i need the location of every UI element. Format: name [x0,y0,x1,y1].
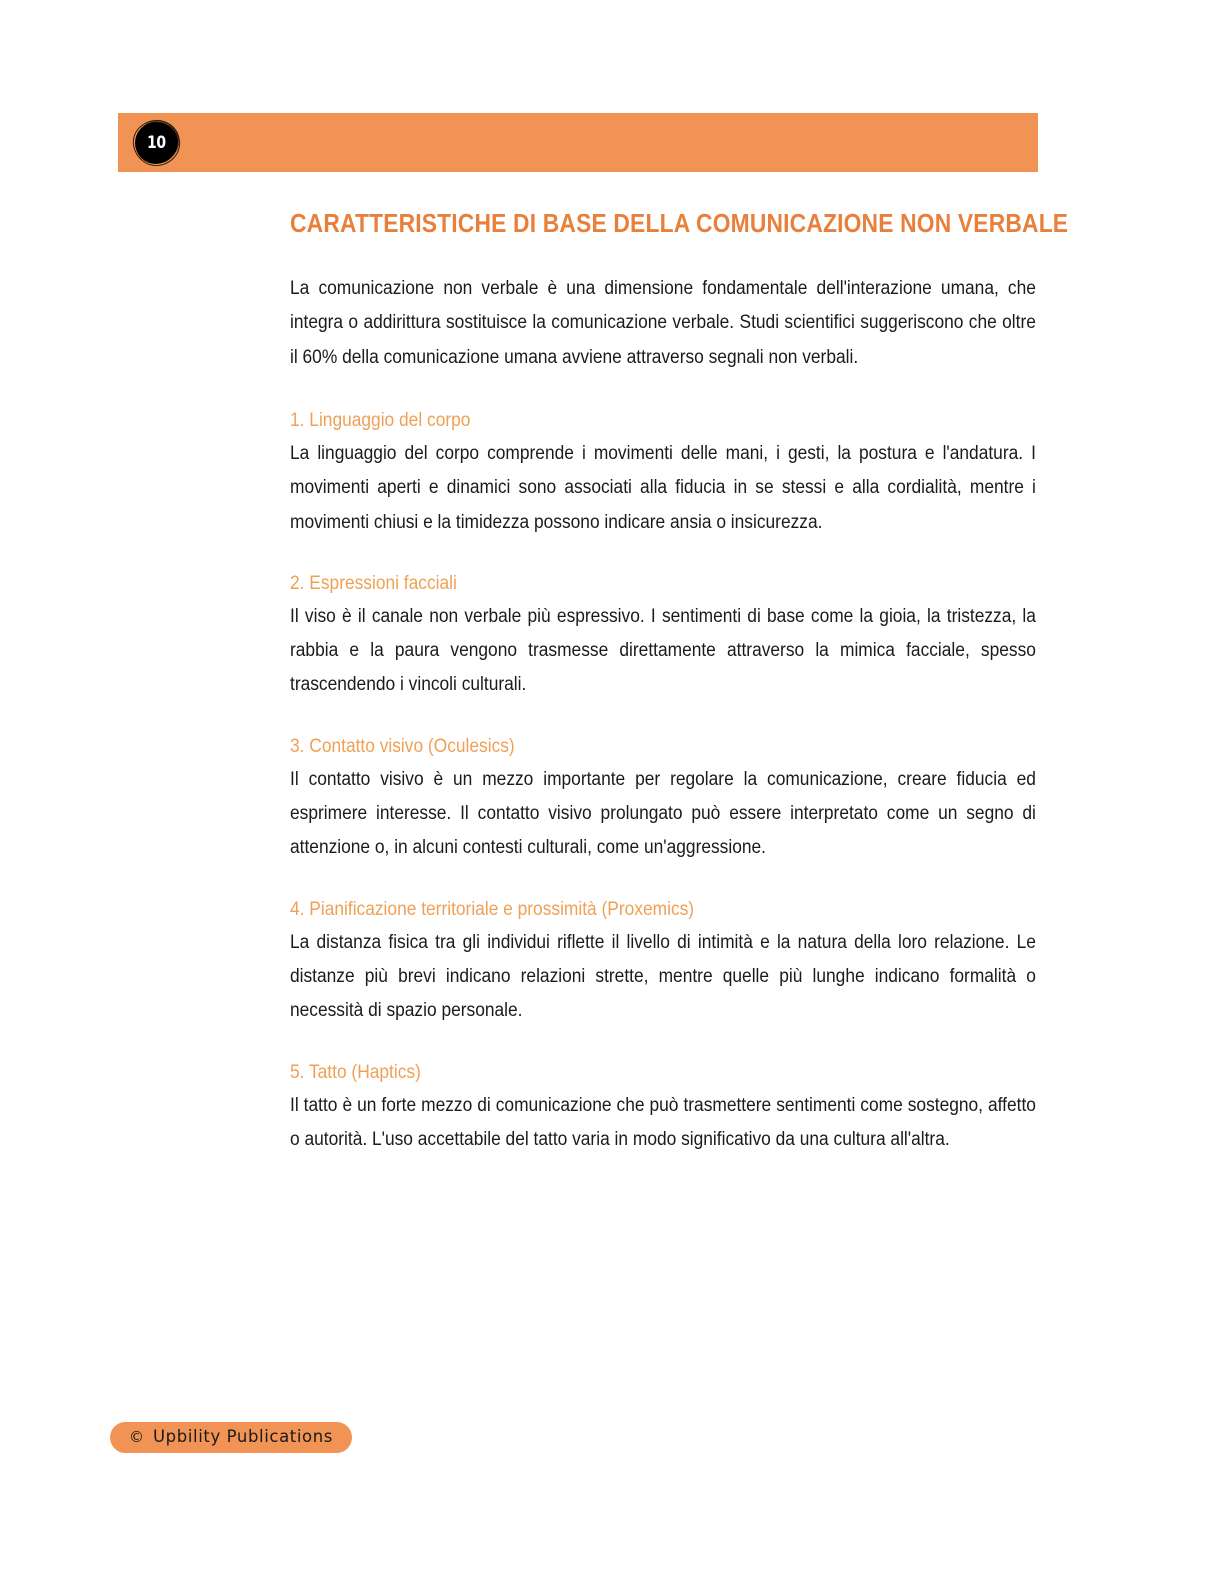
page-header-bar [118,113,1038,172]
section-contatto-visivo [290,731,1036,866]
section-body: Il viso è il canale non verbale più espressivo. I sentimenti di base come la gioia, la tristezza, la rabbia e la paura vengono trasmesse direttamente attraverso la mimica facciale, spesso trascendendo i vincoli culturali. [290,605,1036,696]
section-body: Il tatto è un forte mezzo di comunicazione che può trasmettere sentimenti come sostegno, affetto o autorità. L'uso accettabile del tatto varia in modo significativo da una cultura all'altra. [290,1094,1036,1150]
page-number-badge [135,122,178,164]
section-tatto-haptics [290,1057,1036,1158]
section-linguaggio-del-corpo [290,405,1036,540]
intro-paragraph: La comunicazione non verbale è una dimensione fondamentale dell'interazione umana, che integra o addirittura sostituisce la comunicazione verbale. Studi scientifici suggeriscono che oltre il 60% della comunicazione umana avviene attraverso segnali non verbali. [290,278,1036,368]
section-body: La linguaggio del corpo comprende i movimenti delle mani, i gesti, la postura e l'andatura. I movimenti aperti e dinamici sono associati alla fiducia in se stessi e alla cordialità, mentre i movimenti chiusi e la timidezza possono indicare ansia o insicurezza. [290,442,1036,533]
section-heading: 5. Tatto (Haptics) [290,1061,421,1083]
page-title: CARATTERISTICHE DI BASE DELLA COMUNICAZIONE NON VERBALE [290,210,1069,238]
section-heading: 3. Contatto visivo (Oculesics) [290,735,515,757]
publisher-name: Upbility Publications [153,1427,334,1447]
section-body: Il contatto visivo è un mezzo importante per regolare la comunicazione, creare fiducia ed esprimere interesse. Il contatto visivo prolungato può essere interpretato come un segno di attenzione o, in alcuni contesti culturali, come un'aggressione. [290,768,1036,859]
section-proxemics [290,894,1036,1029]
section-heading: 4. Pianificazione territoriale e prossimità (Proxemics) [290,898,695,920]
section-body: La distanza fisica tra gli individui riflette il livello di intimità e la natura della loro relazione. Le distanze più brevi indicano relazioni strette, mentre quelle più lunghe indicano formalità o necessità di spazio personale. [290,931,1036,1022]
copyright-icon: © [129,1428,144,1446]
section-espressioni-facciali [290,568,1036,703]
publisher-badge [110,1422,352,1453]
document-content [290,210,1069,1179]
section-heading: 1. Linguaggio del corpo [290,409,471,431]
section-heading: 2. Espressioni facciali [290,572,457,594]
page-number-label: 10 [147,132,166,153]
